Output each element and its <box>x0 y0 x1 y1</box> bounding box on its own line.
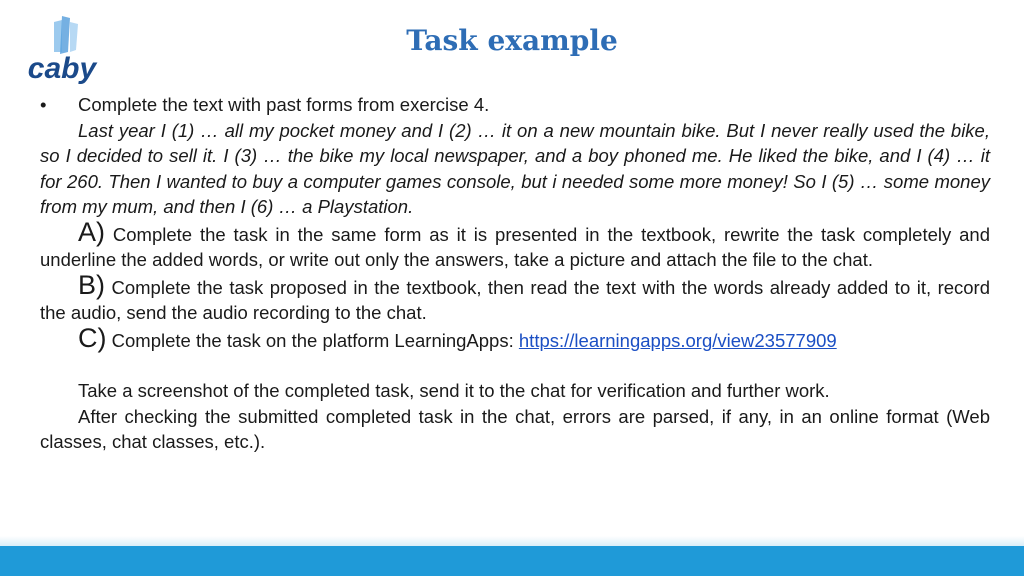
task-b-marker: B) <box>78 269 105 300</box>
intro-line <box>40 92 990 118</box>
task-c <box>40 322 990 354</box>
page-title: Task example <box>406 24 618 57</box>
slide-content <box>40 92 990 455</box>
exercise-text: Last year I (1) … all my pocket money and I (2) … it on a new mountain bike. But I never really used the bike, so I decided to sell it. I (3) … the bike my local newspaper, and a boy phoned me. He liked the bike, and I (4) … it for 260. Then I wanted to buy a computer games console, but i needed some more money! So I (5) … some money from my mum, and then I (6) … a Playstation. <box>40 119 990 217</box>
task-c-text: Complete the task on the platform LearningApps: <box>111 329 519 351</box>
screenshot-note: Take a screenshot of the completed task, send it to the chat for verification and further work. <box>78 380 830 401</box>
task-a-marker: A) <box>78 216 105 247</box>
checking-note: After checking the submitted completed task in the chat, errors are parsed, if any, in an online format (Web classes, chat classes, etc.). <box>40 405 990 452</box>
task-a <box>40 216 990 273</box>
footer-bar <box>0 546 1024 576</box>
learningapps-link[interactable]: https://learningapps.org/view23577909 <box>518 329 837 351</box>
task-b <box>40 269 991 326</box>
footer-gradient <box>0 536 1024 546</box>
spacer <box>40 353 990 378</box>
logo-text: caby <box>27 52 97 85</box>
task-b-text: Complete the task proposed in the textbook, then read the text with the words already added to it, record the audio, send the audio recording to the chat. <box>40 276 991 323</box>
task-a-text: Complete the task in the same form as it is presented in the textbook, rewrite the task completely and underline the added words, or write out only the answers, take a picture and attach the file to the chat. <box>40 223 990 270</box>
bullet-marker: • <box>40 94 47 115</box>
task-c-marker: C) <box>78 322 107 353</box>
intro-text: Complete the text with past forms from exercise 4. <box>78 94 490 115</box>
